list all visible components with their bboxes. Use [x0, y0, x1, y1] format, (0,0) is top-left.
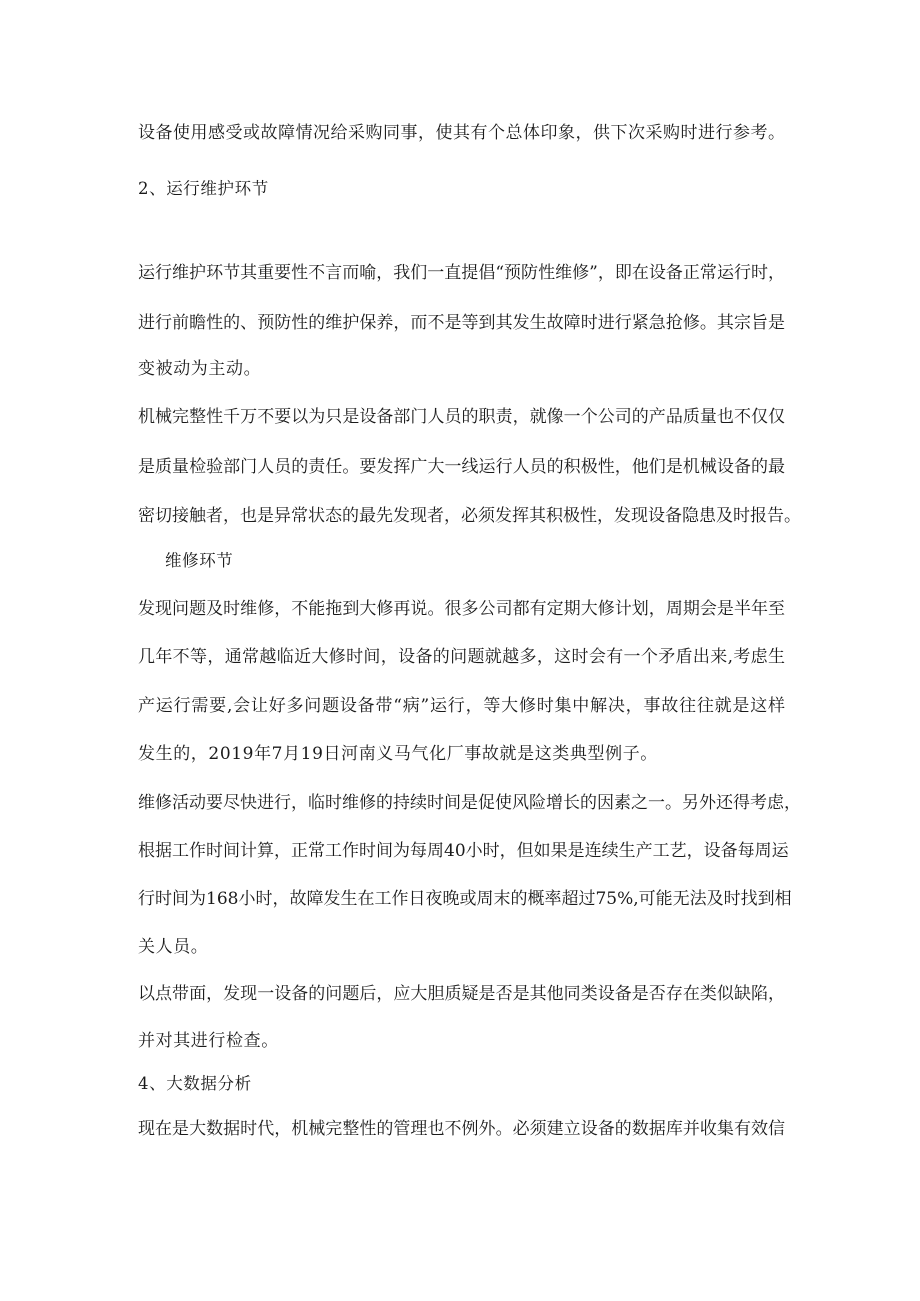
section-heading: 2、运行维护环节	[138, 179, 269, 198]
paragraph-line: 关人员。	[138, 937, 209, 957]
paragraph-line: 根据工作时间计算，正常工作时间为每周40小时，但如果是连续生产工艺，设备每周运	[138, 841, 789, 861]
paragraph-line: 设备使用感受或故障情况给采购同事，使其有个总体印象，供下次采购时进行参考。	[138, 123, 785, 143]
paragraph-line: 现在是大数据时代，机械完整性的管理也不例外。必须建立设备的数据库并收集有效信	[138, 1119, 785, 1139]
paragraph-line: 变被动为主动。	[138, 359, 262, 379]
paragraph-line: 进行前瞻性的、预防性的维护保养，而不是等到其发生故障时进行紧急抢修。其宗旨是	[138, 313, 785, 333]
paragraph-line: 机械完整性千万不要以为只是设备部门人员的职责，就像一个公司的产品质量也不仅仅	[138, 407, 785, 427]
section-heading: 4、大数据分析	[138, 1074, 252, 1093]
paragraph-line: 密切接触者，也是异常状态的最先发现者，必须发挥其积极性，发现设备隐患及时报告。	[138, 506, 801, 526]
paragraph-line: 是质量检验部门人员的责任。要发挥广大一线运行人员的积极性，他们是机械设备的最	[138, 457, 785, 477]
paragraph-line: 运行维护环节其重要性不言而喻，我们一直提倡“预防性维修”，即在设备正常运行时，	[138, 263, 785, 283]
section-heading: 维修环节	[165, 551, 234, 570]
paragraph-line: 发生的，2019年7月19日河南义马气化厂事故就是这类典型例子。	[138, 744, 658, 764]
paragraph-line: 以点带面，发现一设备的问题后，应大胆质疑是否是其他同类设备是否存在类似缺陷，	[138, 984, 785, 1004]
paragraph-line: 行时间为168小时，故障发生在工作日夜晚或周末的概率超过75%,可能无法及时找到相	[138, 889, 792, 909]
paragraph-line: 几年不等，通常越临近大修时间，设备的问题就越多，这时会有一个矛盾出来,考虑生	[138, 647, 785, 667]
paragraph-line: 发现问题及时维修，不能拖到大修再说。很多公司都有定期大修计划，周期会是半年至	[138, 599, 785, 619]
paragraph-line: 并对其进行检查。	[138, 1031, 279, 1051]
paragraph-line: 产运行需要,会让好多问题设备带“病”运行，等大修时集中解决，事故往往就是这样	[138, 696, 785, 716]
paragraph-line: 维修活动要尽快进行，临时维修的持续时间是促使风险增长的因素之一。另外还得考虑，	[138, 793, 801, 813]
